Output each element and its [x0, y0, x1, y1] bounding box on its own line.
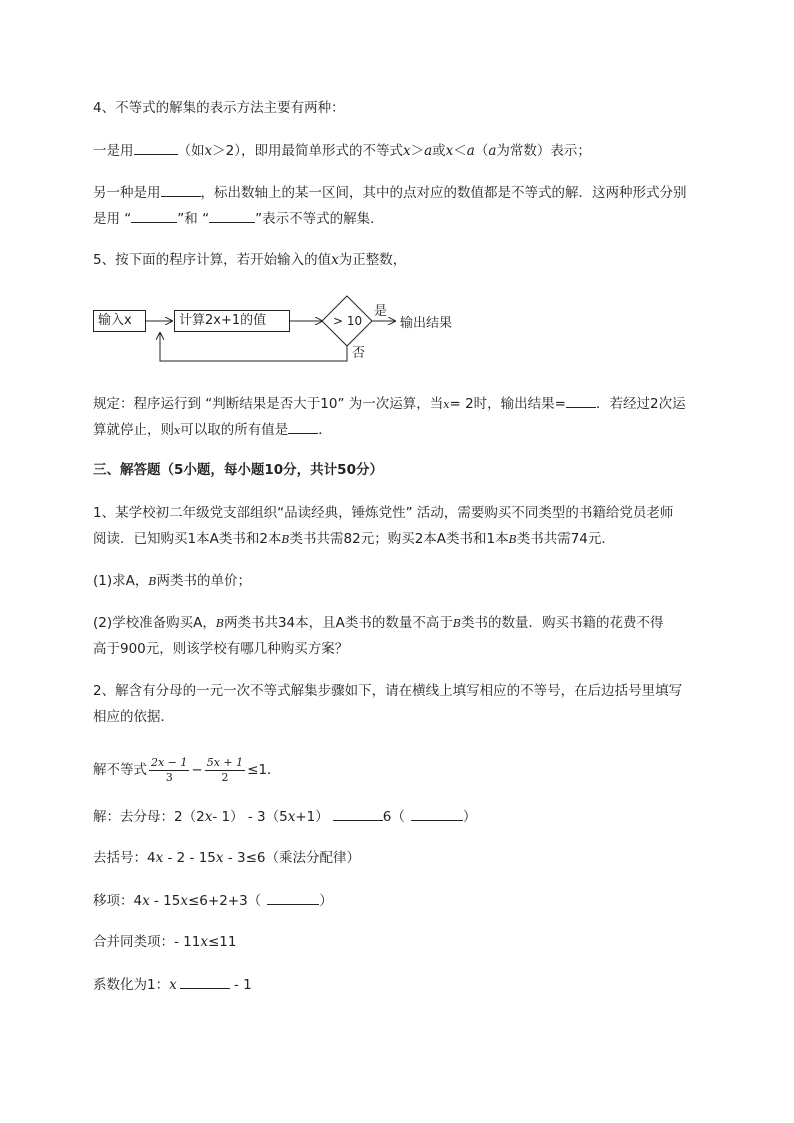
p2-step3: 移项：4x - 15x≤6+2+3（ ）	[93, 890, 333, 911]
arrow-no-loop	[160, 333, 347, 361]
p2-step5: 系数化为1：x - 1	[93, 974, 252, 995]
q5-heading: 5、按下面的程序计算，若开始输入的值x为正整数，	[93, 252, 407, 268]
flow-input-box: 输入x	[93, 310, 146, 332]
flow-output-label: 输出结果	[400, 316, 453, 331]
p2-line2: 相应的依据．	[93, 709, 174, 725]
answer-blank[interactable]	[566, 393, 596, 408]
q4-line1: 一是用 （如x＞2），即用最简单形式的不等式x＞a或x＜a（a为常数）表示；	[93, 140, 591, 161]
flow-compute-box: 计算2x+1的值	[174, 310, 290, 332]
q5-rule-line1: 规定：程序运行到 “判断结果是否大于10” 为一次运算，当x= 2时，输出结果= ．若经过2次运	[93, 393, 686, 415]
flow-no-label: 否	[352, 346, 366, 361]
fraction-1: $\frac{2x - 1}{3}$	[151, 755, 188, 784]
p1-sub2: (2)学校准备购买A，B两类书共34本，且A类书的数量不高于B类书的数量．购买书籍的花费不得	[93, 615, 664, 631]
answer-blank[interactable]	[411, 806, 463, 821]
p1-line2: 阅读．已知购买1本A类书和2本B类书共需82元；购买2本A类书和1本B类书共需74元．	[93, 531, 615, 547]
p1-line1: 1、某学校初二年级党支部组织“品读经典，锤炼党性” 活动，需要购买不同类型的书籍给党员老师	[93, 505, 674, 521]
fraction-2: $\frac{5x + 1}{2}$	[206, 755, 244, 784]
q4-line2: 另一种是用 ，标出数轴上的某一区间，其中的点对应的数值都是不等式的解．这两种形式分别	[93, 182, 687, 203]
p2-step4: 合并同类项：- 11x≤11	[93, 934, 237, 950]
q5-rule-line2: 算就停止，则x可以取的所有值是 ．	[93, 419, 332, 441]
p1-sub2-line2: 高于900元，则该学校有哪几种购买方案？	[93, 641, 349, 657]
p1-sub1: (1)求A，B两类书的单价；	[93, 573, 251, 589]
answer-blank[interactable]	[288, 419, 318, 434]
section-title: 三、解答题（5小题，每小题10分，共计50分）	[93, 462, 383, 478]
answer-blank[interactable]	[267, 890, 319, 905]
answer-blank[interactable]	[333, 806, 383, 821]
flow-condition-label: > 10	[333, 314, 363, 328]
p2-inequality: 解不等式 $\frac{2x - 1}{3}$ − $\frac{5x + 1}{2}$ ≤1．	[93, 755, 281, 784]
p2-step2: 去括号：4x - 2 - 15x - 3≤6（乘法分配律）	[93, 850, 360, 866]
q4-heading: 4、不等式的解集的表示方法主要有两种：	[93, 100, 345, 116]
p2-step1: 解：去分母：2（2x- 1） - 3（5x+1） 6（ ）	[93, 806, 476, 827]
flow-yes-label: 是	[374, 304, 388, 319]
q4-line3: 是用 “ ”和 “ ”表示不等式的解集．	[93, 208, 384, 229]
p2-line1: 2、解含有分母的一元一次不等式解集步骤如下，请在横线上填写相应的不等号，在后边括号里填写	[93, 683, 683, 699]
answer-blank[interactable]	[180, 974, 230, 989]
